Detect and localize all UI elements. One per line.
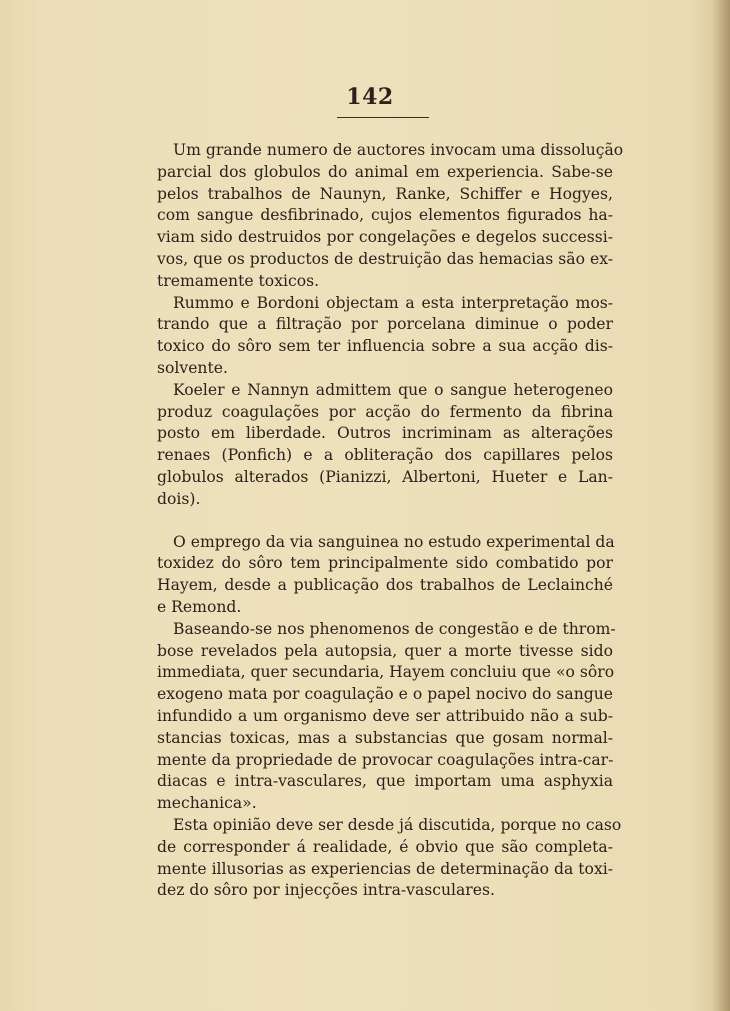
- text-line: posto em liberdade. Outros incriminam as alterações: [157, 424, 613, 443]
- paragraph: [157, 140, 624, 293]
- text-line: toxico do sôro sem ter influencia sobre a sua acção dis-: [157, 337, 613, 356]
- text-line: vos, que os productos de destruição das hemacias são ex-: [157, 249, 613, 268]
- text-line: immediata, quer secundaria, Hayem concluiu que «o sôro: [157, 663, 615, 682]
- paragraph: [157, 815, 622, 902]
- text-line: bose revelados pela autopsia, quer a morte tivesse sido: [157, 641, 613, 660]
- text-line: Koeler e Nannyn admittem que o sangue heterogeneo: [173, 380, 613, 399]
- paragraph-gap: [157, 511, 613, 532]
- text-line: stancias toxicas, mas a substancias que gosam normal-: [157, 728, 613, 747]
- text-line: mente illusorias as experiencias de determinação da toxi-: [157, 859, 613, 878]
- text-line: dois).: [157, 489, 201, 508]
- text-line: com sangue desfibrinado, cujos elementos figurados ha-: [157, 206, 613, 225]
- text-line: Um grande numero de auctores invocam uma dissolução: [173, 141, 624, 159]
- text-line: Esta opinião deve ser desde já discutida, porque no caso: [173, 815, 622, 834]
- text-line: pelos trabalhos de Naunyn, Ranke, Schiffer e Hogyes,: [157, 184, 613, 203]
- text-line: O emprego da via sanguinea no estudo experimental da: [173, 532, 615, 551]
- paragraph: [157, 532, 613, 619]
- text-line: viam sido destruidos por congelações e degelos successi-: [157, 228, 613, 247]
- text-line: mechanica».: [157, 794, 257, 813]
- body-text: [157, 140, 624, 902]
- text-line: Baseando-se nos phenomenos de congestão e de throm-: [173, 619, 616, 638]
- paragraph: [157, 619, 616, 815]
- text-line: tremamente toxicos.: [157, 271, 320, 290]
- text-line: produz coagulações por acção do fermento da fibrina: [157, 402, 613, 421]
- text-line: diacas e intra-vasculares, que importam uma asphyxia: [157, 772, 613, 791]
- text-line: mente da propriedade de provocar coagulações intra-car-: [157, 750, 614, 769]
- page-number: 142: [346, 84, 394, 110]
- text-line: de corresponder á realidade, é obvio que são completa-: [157, 837, 613, 856]
- text-line: infundido a um organismo deve ser attribuido não a sub-: [157, 706, 613, 725]
- text-line: exogeno mata por coagulação e o papel nocivo do sangue: [157, 685, 613, 704]
- paragraph: [157, 380, 613, 511]
- text-line: globulos alterados (Pianizzi, Albertoni, Hueter e Lan-: [157, 467, 613, 486]
- text-line: toxidez do sôro tem principalmente sido combatido por: [157, 554, 613, 573]
- text-line: trando que a filtração por porcelana diminue o poder: [157, 315, 613, 334]
- text-line: e Remond.: [157, 597, 242, 616]
- paragraph: [157, 293, 613, 380]
- text-line: Hayem, desde a publicação dos trabalhos de Leclainché: [157, 576, 613, 595]
- text-line: Rummo e Bordoni objectam a esta interpretação mos-: [173, 293, 613, 312]
- text-line: parcial dos globulos do animal em experiencia. Sabe-se: [157, 162, 613, 181]
- header-rule: [337, 117, 429, 118]
- page-edge-shadow: [712, 0, 730, 1011]
- text-line: renaes (Ponfich) e a obliteração dos capillares pelos: [157, 446, 613, 465]
- text-line: dez do sôro por injecções intra-vasculares.: [157, 881, 495, 900]
- text-line: solvente.: [157, 358, 228, 377]
